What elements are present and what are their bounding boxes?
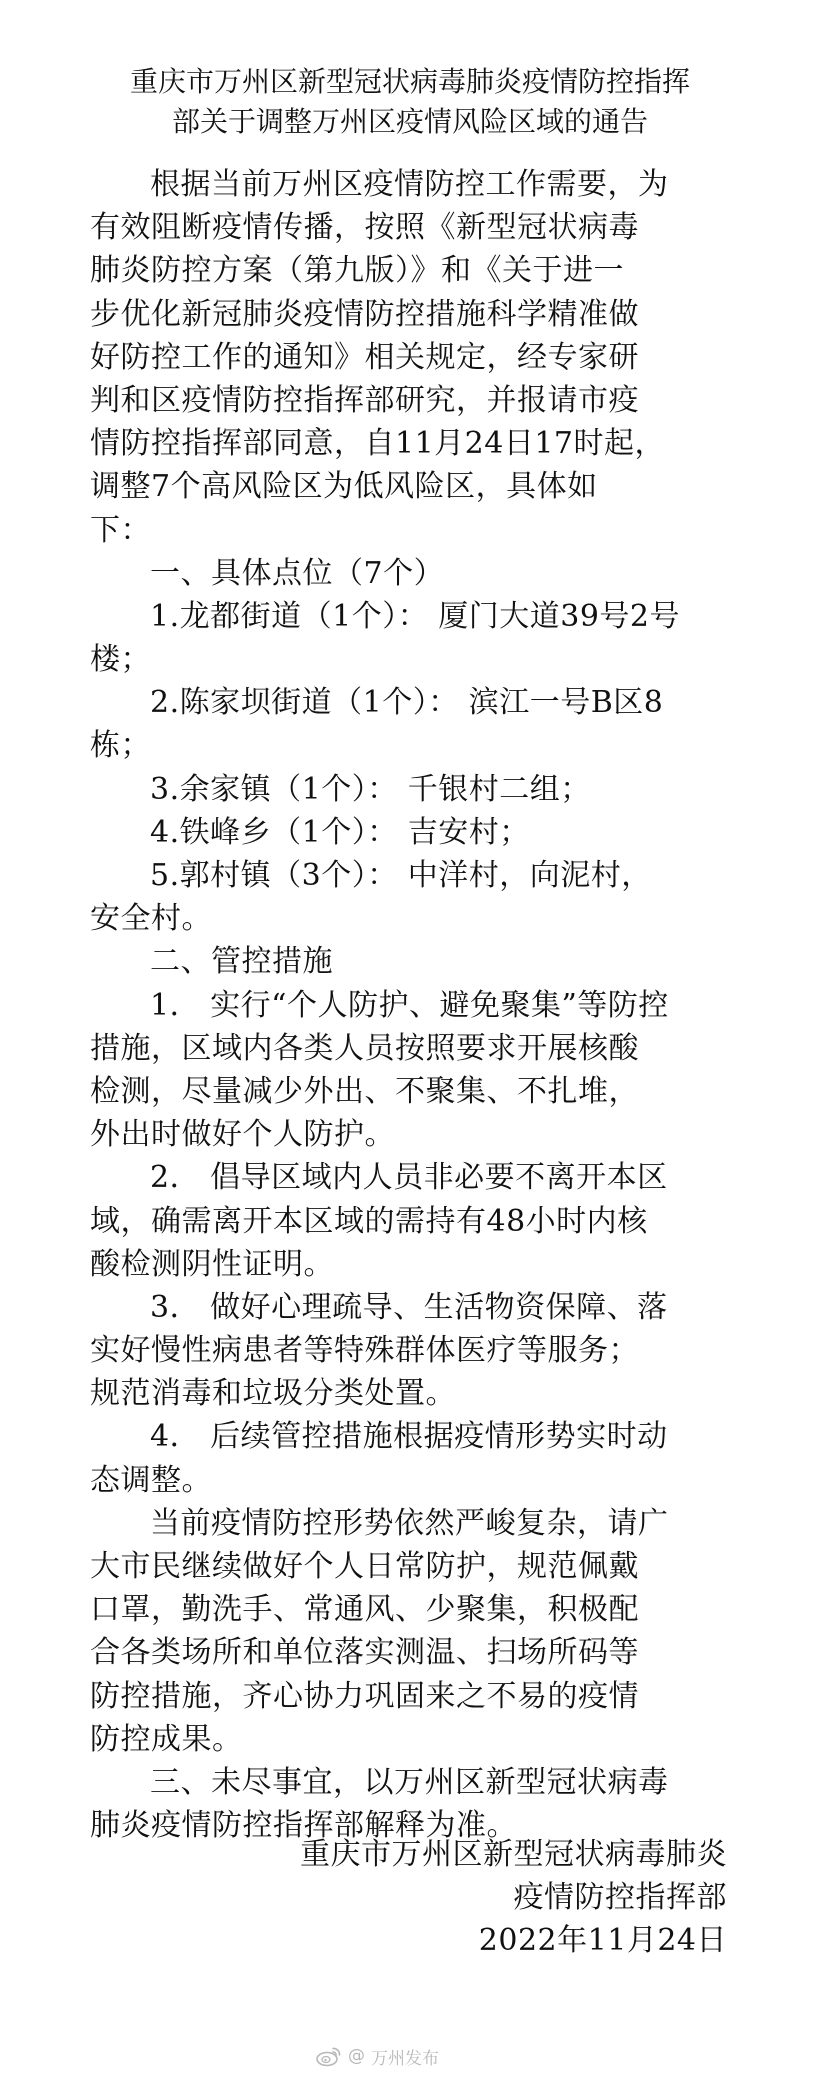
- watermark-at: @: [348, 2046, 365, 2066]
- body-line: 有效阻断疫情传播，按照《新型冠状病毒: [90, 210, 639, 246]
- body-line: 防控措施，齐心协力巩固来之不易的疫情: [90, 1678, 639, 1714]
- body-line: 调整7个高风险区为低风险区，具体如: [90, 469, 598, 505]
- body-line: 域，确需离开本区域的需持有48小时内核: [90, 1203, 648, 1239]
- notice-body: [90, 163, 750, 1847]
- body-line: 实好慢性病患者等特殊群体医疗等服务；: [90, 1333, 639, 1369]
- body-line: 规范消毒和垃圾分类处置。: [90, 1376, 456, 1412]
- body-line: 肺炎防控方案（第九版）》和《关于进一: [90, 253, 624, 289]
- body-line: 态调整。: [90, 1462, 212, 1498]
- body-line: 情防控指挥部同意，自11月24日17时起，: [90, 426, 666, 462]
- body-line: 二、管控措施: [150, 944, 333, 980]
- body-line: 检测，尽量减少外出、不聚集、不扎堆，: [90, 1073, 639, 1109]
- body-line: 下：: [90, 512, 151, 548]
- title-line-1: 重庆市万州区新型冠状病毒肺炎疫情防控指挥: [129, 65, 690, 98]
- body-line: 3.余家镇（1个）： 千银村二组；: [150, 771, 591, 807]
- watermark-account: 万州发布: [371, 2048, 439, 2069]
- body-line: 口罩，勤洗手、常通风、少聚集，积极配: [90, 1592, 639, 1628]
- body-line: 4． 后续管控措施根据疫情形势实时动: [150, 1419, 668, 1455]
- signature-date: 2022年11月24日: [478, 1923, 727, 1959]
- body-line: 5.郭村镇（3个）： 中洋村，向泥村，: [150, 858, 652, 893]
- body-line: 当前疫情防控形势依然严峻复杂，请广: [150, 1505, 669, 1541]
- body-line: 措施，区域内各类人员按照要求开展核酸: [90, 1030, 639, 1066]
- body-line: 合各类场所和单位落实测温、扫场所码等: [90, 1635, 639, 1671]
- body-line: 4.铁峰乡（1个）： 吉安村；: [150, 814, 530, 850]
- body-line: 判和区疫情防控指挥部研究，并报请市疫: [90, 382, 639, 418]
- body-line: 酸检测阴性证明。: [90, 1246, 334, 1282]
- body-line: 步优化新冠肺炎疫情防控措施科学精准做: [90, 296, 639, 332]
- weibo-logo-icon: [316, 2045, 342, 2067]
- body-line: 2.陈家坝街道（1个）： 滨江一号B区8: [150, 685, 664, 721]
- body-line: 根据当前万州区疫情防控工作需要，为: [150, 167, 669, 202]
- body-line: 肺炎疫情防控指挥部解释为准。: [90, 1808, 517, 1844]
- body-line: 好防控工作的通知》相关规定，经专家研: [90, 339, 639, 375]
- notice-title: [80, 62, 740, 142]
- title-line-2: 部关于调整万州区疫情风险区域的通告: [171, 105, 648, 138]
- body-line: 栋；: [90, 728, 151, 764]
- body-line: 1． 实行“个人防护、避免聚集”等防控: [150, 987, 669, 1023]
- body-line: 2． 倡导区域内人员非必要不离开本区: [150, 1160, 668, 1196]
- body-line: 三、未尽事宜，以万州区新型冠状病毒: [150, 1764, 669, 1800]
- signature-org-line-1: 重庆市万州区新型冠状病毒肺炎: [300, 1837, 727, 1872]
- signature-block: [300, 1833, 727, 1963]
- body-line: 防控成果。: [90, 1721, 243, 1757]
- body-line: 外出时做好个人防护。: [90, 1117, 395, 1153]
- body-line: 3． 做好心理疏导、生活物资保障、落: [150, 1289, 668, 1325]
- body-line: 大市民继续做好个人日常防护，规范佩戴: [90, 1549, 639, 1584]
- body-line: 安全村。: [90, 901, 212, 937]
- signature-org-line-2: 疫情防控指挥部: [513, 1880, 727, 1916]
- body-line: 1.龙都街道（1个）： 厦门大道39号2号: [150, 598, 681, 634]
- weibo-watermark: [316, 2041, 439, 2071]
- body-line: 楼；: [90, 642, 151, 678]
- body-line: 一、具体点位（7个）: [150, 555, 445, 591]
